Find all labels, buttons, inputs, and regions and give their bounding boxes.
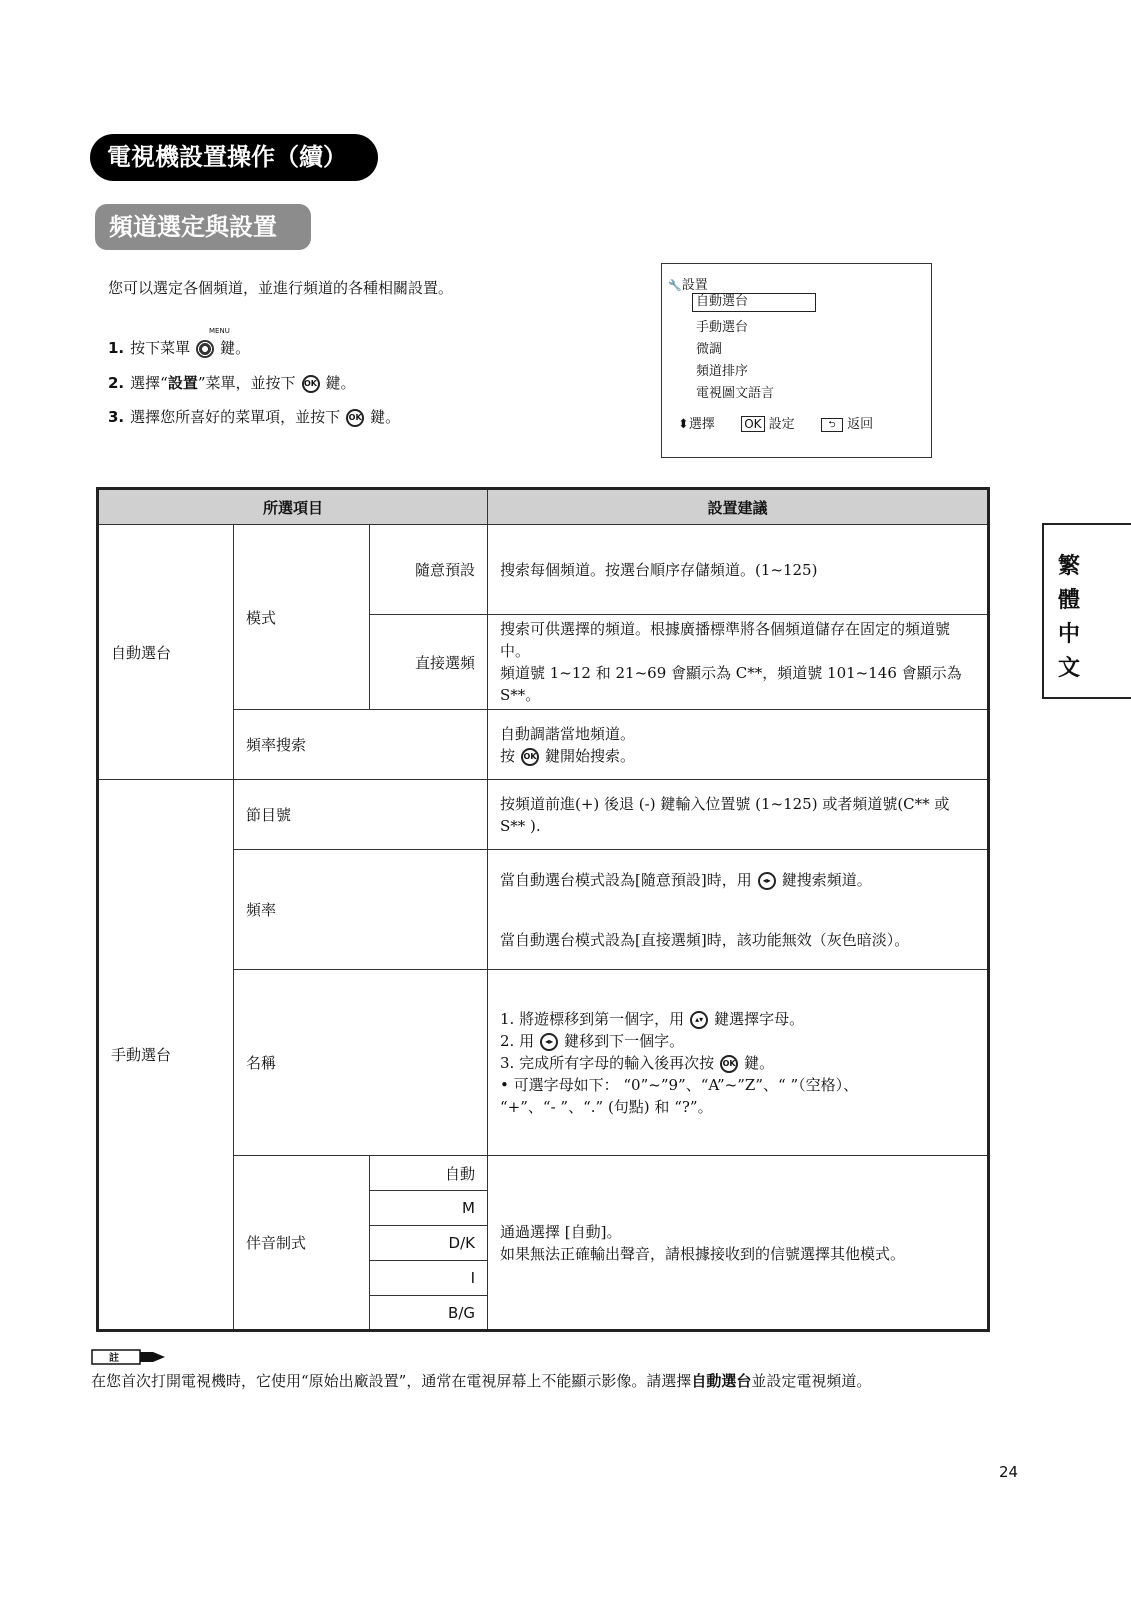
- frequency-search-label: 頻率搜索: [234, 710, 488, 780]
- random-preset-label: 隨意預設: [370, 525, 488, 615]
- table-header-advice: 設置建議: [488, 489, 989, 525]
- left-right-button-icon: ◂▸: [758, 872, 776, 890]
- ok-button-icon: OK: [346, 409, 364, 427]
- step-2: 2. 選擇“設置”菜單，並按下 OK 鍵。: [108, 374, 356, 392]
- return-key-icon: ⮌: [821, 418, 843, 432]
- osd-item-selected: 自動選台: [692, 293, 816, 312]
- sound-system-desc: 通過選擇 [自動]。 如果無法正確輸出聲音，請根據接收到的信號選擇其他模式。: [488, 1156, 989, 1331]
- note-icon: 註: [91, 1349, 167, 1365]
- ok-button-icon: OK: [720, 1055, 738, 1073]
- osd-item: 電視圖文語言: [696, 386, 775, 401]
- mode-label: 模式: [234, 525, 370, 710]
- menu-button-icon: [196, 340, 214, 358]
- osd-footer: ⬍選擇 OK 設定 ⮌ 返回: [678, 417, 874, 432]
- language-side-tab: 繁 體 中 文: [1042, 523, 1131, 699]
- manual-tuning-label: 手動選台: [98, 780, 234, 1331]
- step-3: 3. 選擇您所喜好的菜單項，並按下 OK 鍵。: [108, 408, 401, 426]
- osd-menu-screen: [661, 263, 932, 458]
- menu-key-label: MENU: [209, 327, 230, 335]
- ok-button-icon: OK: [521, 748, 539, 766]
- up-down-button-icon: ▴▾: [690, 1011, 708, 1029]
- wrench-icon: 🔧: [668, 279, 682, 292]
- ok-button-icon: OK: [302, 375, 320, 393]
- section-title: 頻道選定與設置: [95, 204, 311, 250]
- sound-option: I: [370, 1261, 488, 1296]
- intro-text: 您可以選定各個頻道，並進行頻道的各種相關設置。: [108, 279, 454, 297]
- table-header-item: 所選項目: [98, 489, 488, 525]
- left-right-button-icon: ◂▸: [540, 1033, 558, 1051]
- sound-option: D/K: [370, 1226, 488, 1261]
- direct-select-desc: 搜索可供選擇的頻道。根據廣播標準將各個頻道儲存在固定的頻道號中。 頻道號 1~12 和 21~69 會顯示為 C**，頻道號 101~146 會顯示為 S**。: [488, 615, 989, 710]
- name-label: 名稱: [234, 970, 488, 1156]
- sound-option: 自動: [370, 1156, 488, 1191]
- program-number-desc: 按頻道前進(+) 後退 (-) 鍵輸入位置號 (1~125) 或者頻道號(C** 或 S** ).: [488, 780, 989, 850]
- random-preset-desc: 搜索每個頻道。按選台順序存儲頻道。(1~125): [488, 525, 989, 615]
- osd-item: 手動選台: [696, 320, 749, 335]
- auto-tuning-label: 自動選台: [98, 525, 234, 780]
- page-title: 電視機設置操作（續）: [90, 134, 378, 181]
- sound-option: B/G: [370, 1296, 488, 1331]
- osd-header: 🔧設置: [668, 278, 708, 293]
- program-number-label: 節目號: [234, 780, 488, 850]
- settings-table: [96, 487, 990, 1332]
- footnote: 在您首次打開電視機時，它使用“原始出廠設置”，通常在電視屏幕上不能顯示影像。請選擇自動選台並設定電視頻道。: [91, 1372, 872, 1390]
- osd-item: 微調: [696, 342, 723, 357]
- name-desc: 1. 將遊標移到第一個字，用 ▴▾ 鍵選擇字母。 2. 用 ◂▸ 鍵移到下一個字。 3. 完成所有字母的輸入後再次按 OK 鍵。 • 可選字母如下： “0”~”9”、“A”~”Z”、“ ”（空格）、 “+”、“- ”、“.” (句點) 和 “?”。: [488, 970, 989, 1156]
- ok-key-icon: OK: [741, 416, 764, 432]
- frequency-desc: 當自動選台模式設為[隨意預設]時，用 ◂▸ 鍵搜索頻道。 當自動選台模式設為[直接選頻]時，該功能無效（灰色暗淡）。: [488, 850, 989, 970]
- sound-option: M: [370, 1191, 488, 1226]
- frequency-search-desc: 自動調諧當地頻道。 按 OK 鍵開始搜索。: [488, 710, 989, 780]
- step-1: 1. 按下菜單 鍵。: [108, 339, 251, 357]
- up-down-arrow-icon: ⬍: [678, 417, 689, 432]
- frequency-label: 頻率: [234, 850, 488, 970]
- page-number: 24: [999, 1463, 1019, 1481]
- direct-select-label: 直接選頻: [370, 615, 488, 710]
- osd-item: 頻道排序: [696, 364, 749, 379]
- sound-system-label: 伴音制式: [234, 1156, 370, 1331]
